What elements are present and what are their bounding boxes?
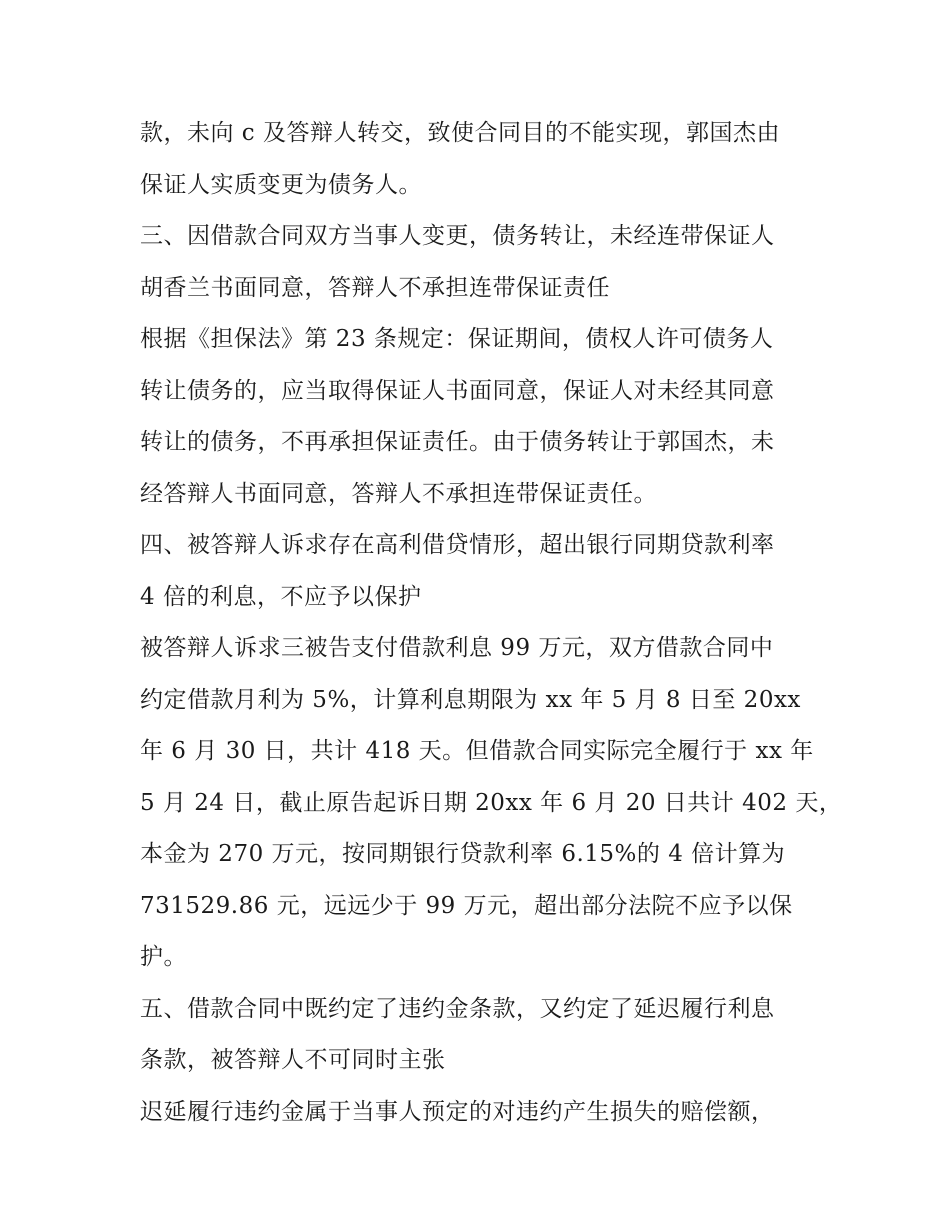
text-line: 保证人实质变更为债务人。 [140,171,422,198]
text-line: 根据《担保法》第 23 条规定：保证期间，债权人许可债务人 [140,326,774,352]
section-heading: 三、因借款合同双方当事人变更，债务转让，未经连带保证人 [140,223,775,249]
text-line: 约定借款月利为 5%，计算利息期限为 xx 年 5 月 8 日至 20xx [140,686,801,713]
section-heading: 胡香兰书面同意，答辩人不承担连带保证责任 [140,274,610,301]
text-line: 年 6 月 30 日，共计 418 天。但借款合同实际完全履行于 xx 年 [140,738,814,764]
section-heading: 四、被答辩人诉求存在高利借贷情形，超出银行同期贷款利率 [140,532,775,558]
text-line: 731529.86 元，远远少于 99 万元，超出部分法院不应予以保 [140,892,793,919]
section-heading: 4 倍的利息，不应予以保护 [140,583,422,610]
text-line: 被答辩人诉求三被告支付借款利息 99 万元，双方借款合同中 [140,635,774,661]
text-line: 转让债务的，应当取得保证人书面同意，保证人对未经其同意 [140,377,775,404]
document-body [140,108,843,1138]
text-line: 本金为 270 万元，按同期银行贷款利率 6.15%的 4 倍计算为 [140,841,786,867]
section-heading: 条款，被答辩人不可同时主张 [140,1047,446,1073]
section-heading: 五、借款合同中既约定了违约金条款，又约定了延迟履行利息 [140,995,775,1022]
text-line: 经答辩人书面同意，答辩人不承担连带保证责任。 [140,480,657,507]
text-line: 5 月 24 日，截止原告起诉日期 20xx 年 6 月 20 日共计 402 天， [140,789,843,816]
text-line: 护。 [140,944,187,970]
text-line: 转让的债务，不再承担保证责任。由于债务转让于郭国杰，未 [140,429,775,455]
text-line: 迟延履行违约金属于当事人预定的对违约产生损失的赔偿额， [140,1098,775,1125]
text-line: 款，未向 c 及答辩人转交，致使合同目的不能实现，郭国杰由 [140,120,781,146]
